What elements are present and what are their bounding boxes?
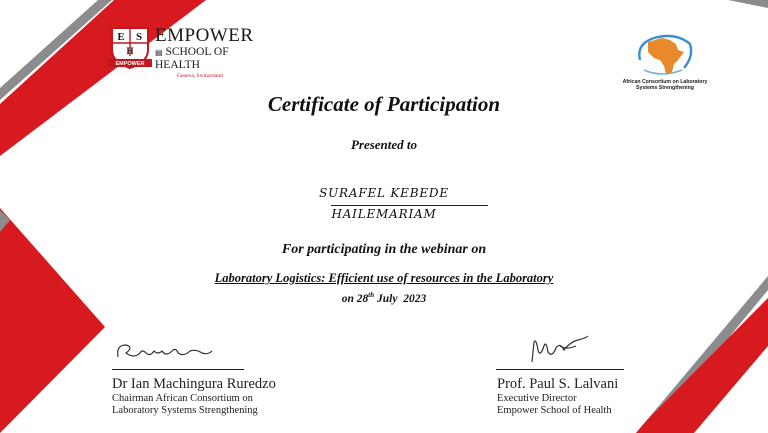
shield-letter-h: H	[126, 46, 134, 56]
aclss-org-name-line2: Systems Strengthening	[636, 85, 694, 91]
signatory-right	[497, 376, 618, 417]
webinar-title: Laboratory Logistics: Efficient use of resources in the Laboratory	[214, 271, 554, 285]
aclss-org-name-line1: African Consortium on Laboratory	[622, 79, 708, 85]
signature-ruredzo	[112, 335, 242, 365]
signatory-left-name: Dr Ian Machingura Ruredzo	[112, 376, 276, 392]
signature-scribble-icon	[112, 335, 242, 365]
brand-subtitle-text: SCHOOL OF HEALTH	[155, 46, 229, 71]
presented-to-label: Presented to	[350, 137, 418, 152]
webinar-date	[0, 291, 768, 305]
shield-ribbon-text: EMPOWER	[115, 61, 145, 68]
brand-subtitle	[155, 46, 268, 72]
aclss-org-name	[604, 79, 726, 91]
certificate-title: Certificate of Participation	[267, 92, 501, 116]
corner-red-band-bottom-right	[636, 298, 768, 433]
signatory-left-role-line1: Chairman African Consortium on	[112, 393, 253, 404]
empower-brand	[155, 26, 268, 81]
signatory-right-role-line1: Executive Director	[497, 393, 577, 404]
participation-reason: For participating in the webinar on	[281, 242, 487, 257]
recipient-name-underline	[331, 205, 488, 206]
signature-line-left	[112, 369, 244, 370]
shield-letter-s: S	[135, 31, 143, 43]
shield-letter-e: E	[117, 31, 125, 43]
date-rest: July 2023	[374, 292, 427, 305]
empower-logo	[108, 22, 268, 77]
corner-gray-stripe-top-right	[728, 0, 768, 8]
signatory-right-name: Prof. Paul S. Lalvani	[497, 376, 619, 392]
brand-location: Geneva, Switzerland	[177, 73, 223, 79]
building-icon: ▤	[155, 48, 163, 57]
africa-map-icon	[632, 30, 696, 78]
signature-line-right	[496, 369, 624, 370]
recipient-name-line2: HAILEMARIAM	[331, 207, 437, 221]
signature-scribble-icon	[520, 328, 600, 368]
date-prefix: on 28	[341, 292, 369, 305]
aclss-logo	[604, 30, 724, 92]
signatory-right-role-line2: Empower School of Health	[497, 405, 612, 416]
signatory-left	[112, 376, 276, 417]
brand-name: EMPOWER	[155, 25, 254, 46]
date-ordinal: th	[368, 291, 375, 299]
signatory-left-role-line2: Laboratory Systems Strengthening	[112, 405, 258, 416]
empower-shield-icon	[108, 22, 152, 70]
recipient-name-line1: SURAFEL KEBEDE	[319, 186, 449, 200]
signature-lalvani	[520, 328, 600, 368]
